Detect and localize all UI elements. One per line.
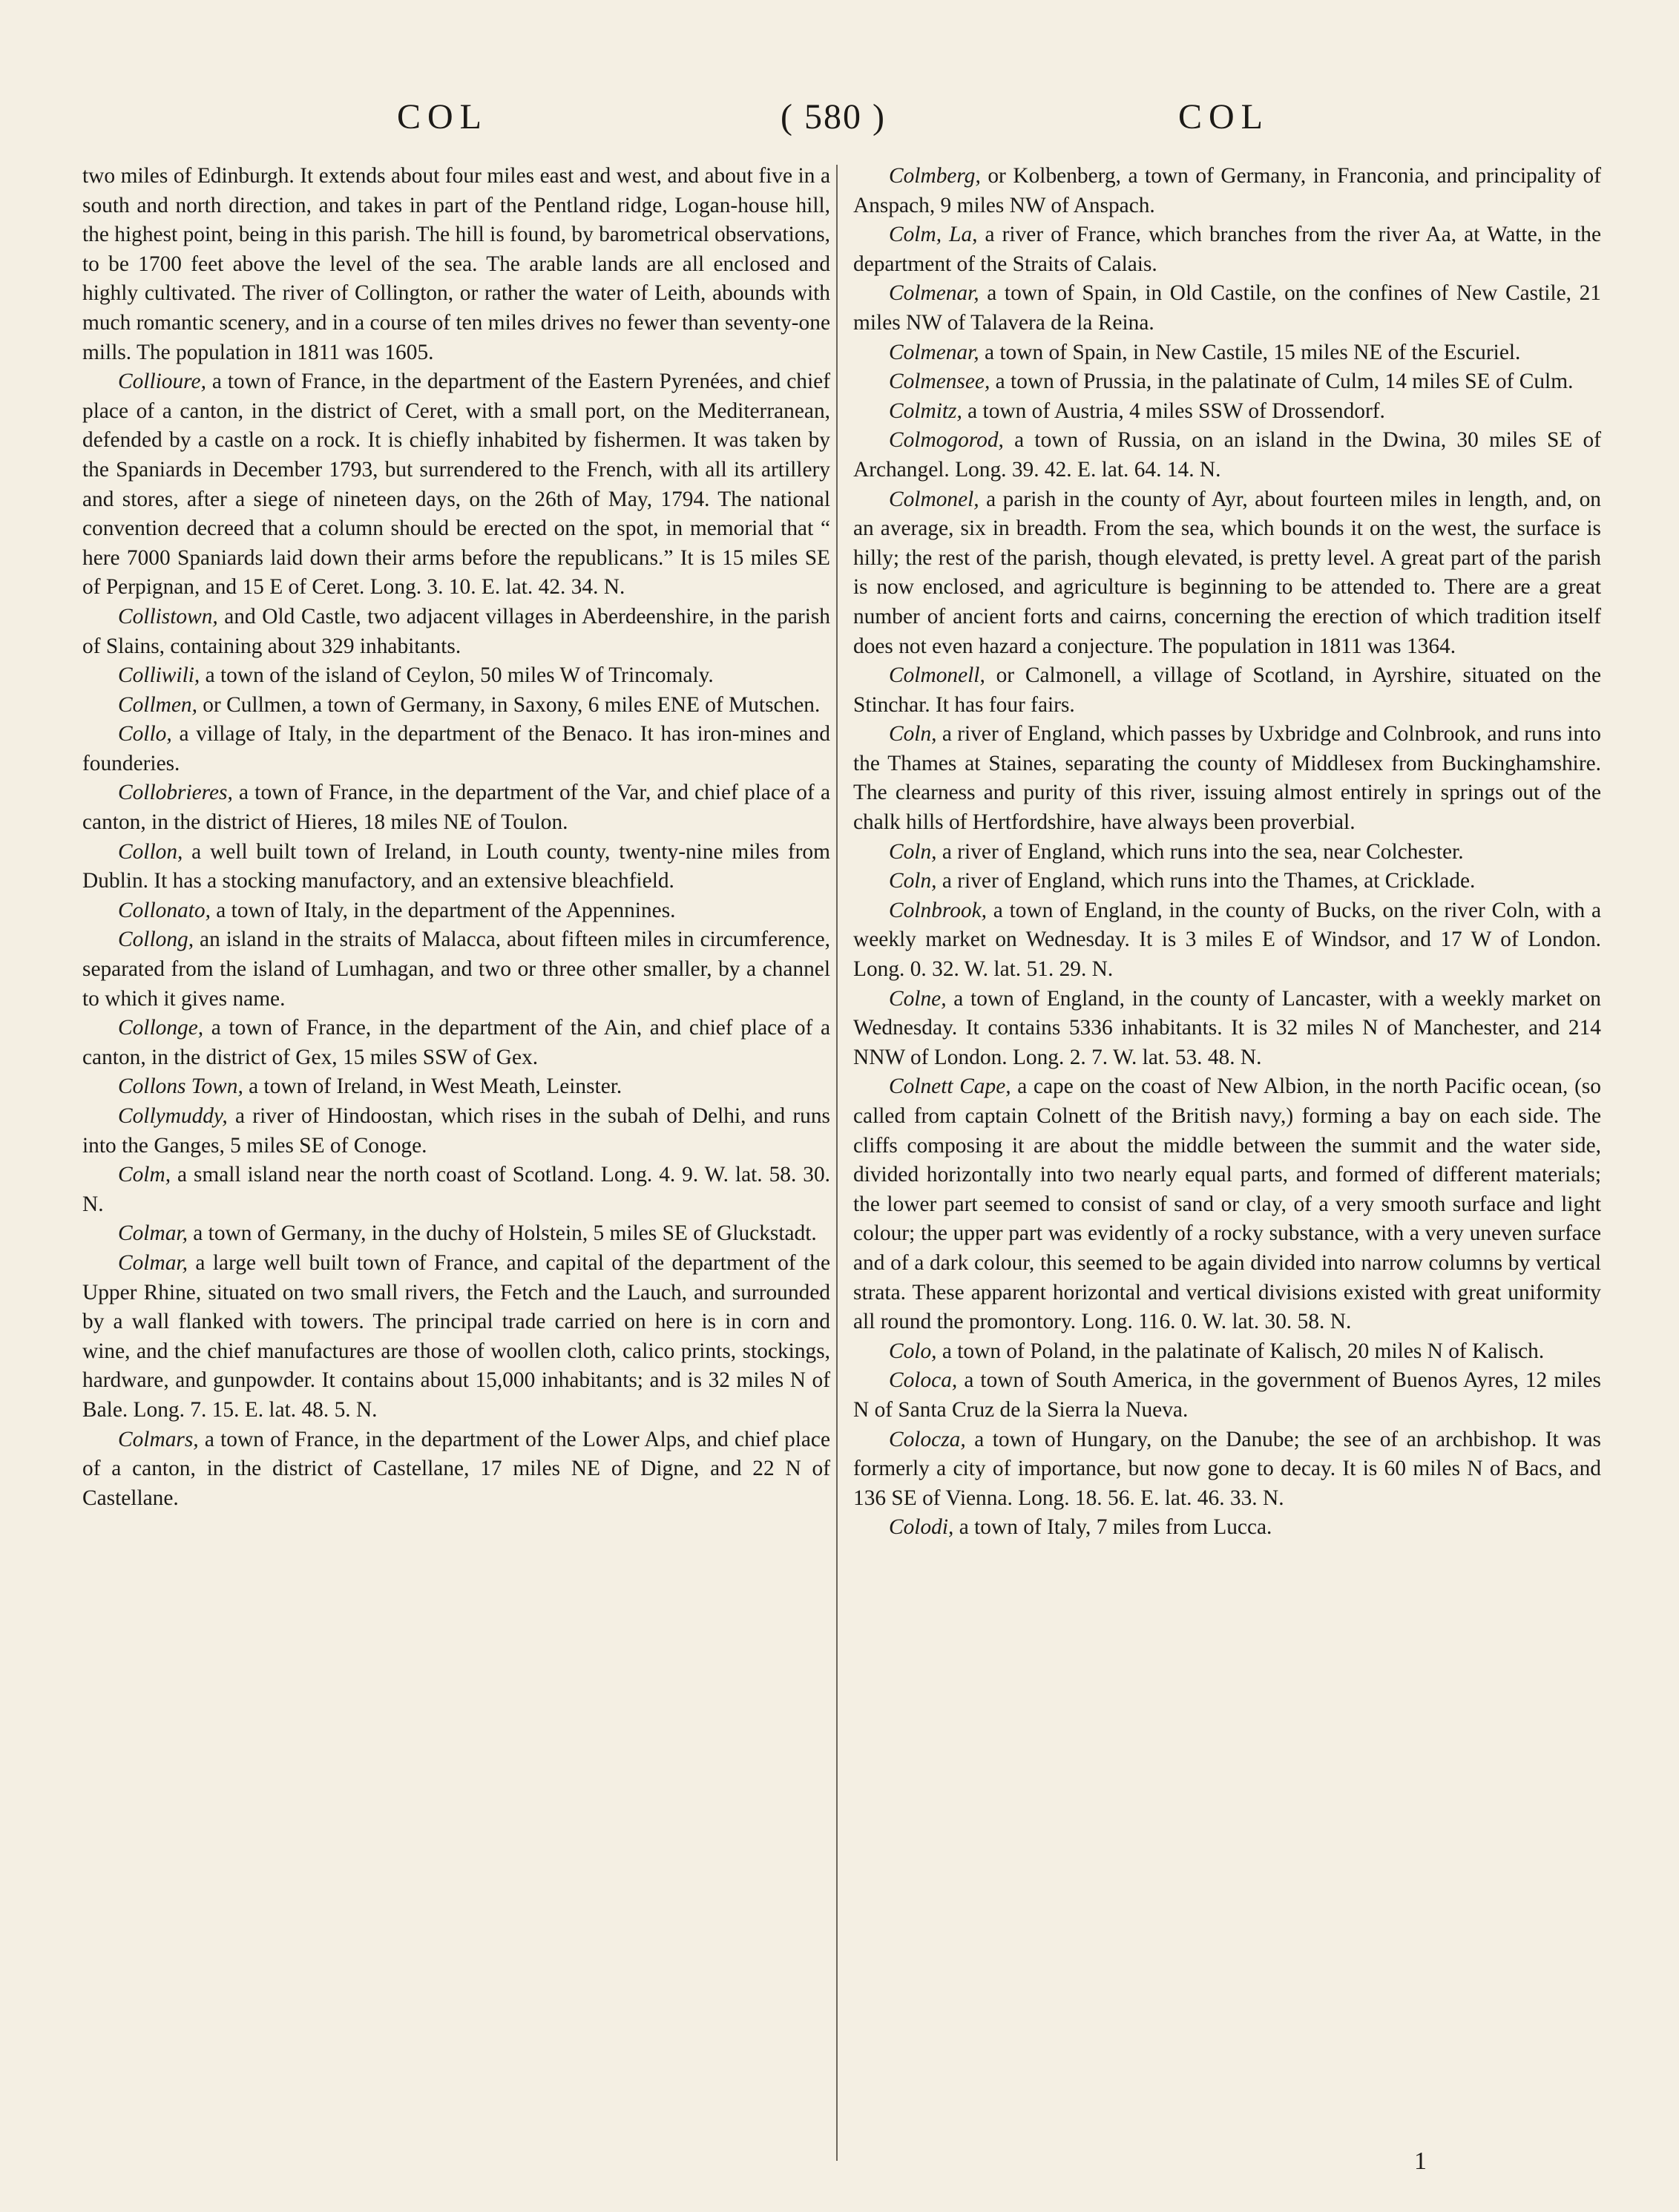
entry-text: or Kolbenberg, a town of Germany, in Franconia, and principality of Anspach, 9 miles NW of Anspach.	[853, 164, 1601, 217]
entry-headword: Collobrieres,	[118, 781, 233, 805]
entry-text: a town of Poland, in the palatinate of Kalisch, 20 miles N of Kalisch.	[936, 1339, 1545, 1363]
dictionary-entry	[853, 896, 1601, 985]
entry-headword: Colnett Cape,	[889, 1074, 1011, 1099]
entry-text: a cape on the coast of New Albion, in the north Pacific ocean, (so called from captain Colnett of the British navy,) forming a bay on each side. The cliffs composing it are about the middle between the summit and the water side, divided horizontally into two nearly equal parts, and formed of different materials; the lower part seemed to consist of sand or clay, of a very smooth surface and light colour; the upper part was evidently of a rocky substance, with a very uneven surface and of a dark colour, this seemed to be again divided into narrow columns by vertical strata. These apparent horizontal and vertical divisions existed with great uniformity all round the promontory. Long. 116. 0. W. lat. 30. 58. N.	[853, 1074, 1601, 1334]
entry-headword: Collo,	[118, 722, 172, 746]
dictionary-entry	[82, 1102, 830, 1161]
dictionary-entry	[853, 1337, 1601, 1367]
entry-headword: Colmitz,	[889, 398, 962, 423]
entry-headword: Colmonel,	[889, 487, 979, 511]
entry-text: two miles of Edinburgh. It extends about four miles east and west, and about five in a south and north direction, and takes in part of the Pentland ridge, Logan-house hill, the highest point, being in this parish. The hill is found, by barometrical observations, to be 1700 feet above the level of the sea. The arable lands are all enclosed and highly cultivated. The river of Collington, or rather the water of Leith, abounds with much romantic scenery, and in a course of ten miles drives no fewer than seventy-one mills. The population in 1811 was 1605.	[82, 164, 830, 364]
entry-headword: Colm, La,	[889, 223, 978, 247]
entry-headword: Colodi,	[889, 1515, 954, 1540]
entry-headword: Colmars,	[118, 1427, 199, 1451]
dictionary-entry	[82, 778, 830, 837]
dictionary-entry	[82, 1249, 830, 1425]
entry-text: a small island near the north coast of Scotland. Long. 4. 9. W. lat. 58. 30. N.	[82, 1163, 830, 1216]
dictionary-entry	[82, 838, 830, 896]
entry-text: a river of England, which runs into the sea, near Colchester.	[936, 839, 1464, 864]
entry-headword: Colm,	[118, 1163, 171, 1187]
entry-headword: Colmonell,	[889, 663, 985, 688]
dictionary-entry	[853, 867, 1601, 896]
entry-text: a town of England, in the county of Lancaster, with a weekly market on Wednesday. It contains 5336 inhabitants. It is 32 miles N of Manchester, and 214 NNW of London. Long. 2. 7. W. lat. 53. 48. N.	[853, 986, 1601, 1069]
entry-text: or Calmonell, a village of Scotland, in Ayrshire, situated on the Stinchar. It has four fairs.	[853, 663, 1601, 717]
entry-text: a town of Italy, in the department of the Appennines.	[210, 898, 676, 922]
dictionary-entry	[82, 1425, 830, 1514]
dictionary-entry	[853, 397, 1601, 427]
entry-headword: Colocza,	[889, 1427, 966, 1451]
signature-mark: 1	[1414, 2147, 1427, 2175]
entry-headword: Collymuddy,	[118, 1104, 228, 1128]
dictionary-entry	[853, 367, 1601, 397]
dictionary-entry	[853, 720, 1601, 837]
entry-text: a town of Spain, in Old Castile, on the confines of New Castile, 21 miles NW of Talavera de la Reina.	[853, 281, 1601, 335]
entry-headword: Colmberg,	[889, 164, 981, 188]
dictionary-entry	[853, 985, 1601, 1073]
dictionary-entry	[82, 661, 830, 691]
dictionary-entry	[82, 691, 830, 721]
dictionary-entry	[82, 162, 830, 367]
page-number: ( 580 )	[781, 97, 886, 137]
dictionary-entry	[82, 1072, 830, 1102]
entry-text: a well built town of Ireland, in Louth county, twenty-nine miles from Dublin. It has a stocking manufactory, and an extensive bleachfield.	[82, 839, 830, 893]
entry-headword: Collmen,	[118, 692, 197, 717]
dictionary-entry	[82, 603, 830, 661]
entry-text: a town of Hungary, on the Danube; the see of an archbishop. It was formerly a city of importance, but now gone to decay. It is 60 miles N of Bacs, and 136 SE of Vienna. Long. 18. 56. E. lat. 46. 33. N.	[853, 1427, 1601, 1510]
entry-headword: Collons Town,	[118, 1074, 243, 1099]
entry-headword: Coln,	[889, 839, 937, 864]
entry-headword: Colliwili,	[118, 663, 200, 688]
entry-headword: Collong,	[118, 928, 194, 952]
entry-headword: Collon,	[118, 839, 183, 864]
entry-text: a parish in the county of Ayr, about fourteen miles in length, and, on an average, six in breadth. From the sea, which bounds it on the west, the surface is hilly; the rest of the parish, though elevated, is pretty level. A great part of the parish is now enclosed, and agriculture is beginning to be attended to. There are a great number of ancient forts and cairns, concerning the erection of which tradition itself does not even hazard a conjecture. The population in 1811 was 1364.	[853, 487, 1601, 658]
running-head-left: COL	[397, 97, 488, 137]
entry-headword: Colmogorod,	[889, 428, 1004, 453]
entry-headword: Collonato,	[118, 898, 211, 922]
column-divider	[836, 165, 838, 2161]
dictionary-entry	[853, 338, 1601, 368]
dictionary-entry	[853, 1072, 1601, 1336]
dictionary-entry	[82, 1014, 830, 1072]
entry-text: a town of France, in the department of the Eastern Pyrenées, and chief place of a canton, in the district of Ceret, with a small port, on the Mediterranean, defended by a castle on a rock. It is chiefly inhabited by fishermen. It was taken by the Spaniards in December 1793, but surrendered to the French, with all its artillery and stores, after a siege of nineteen days, on the 26th of May, 1794. The national convention decreed that a column should be erected on the spot, in memorial that “ here 7000 Spaniards laid down their arms before the republicans.” It is 15 miles SE of Perpignan, and 15 E of Ceret. Long. 3. 10. E. lat. 42. 34. N.	[82, 370, 830, 600]
dictionary-entry	[82, 1161, 830, 1219]
entry-text: an island in the straits of Malacca, about fifteen miles in circumference, separated from the island of Lumhagan, and two or three other smaller, by a channel to which it gives name.	[82, 928, 830, 1011]
running-head-right: COL	[1178, 97, 1269, 137]
dictionary-entry	[82, 1219, 830, 1249]
dictionary-entry	[853, 838, 1601, 867]
entry-text: a town of Germany, in the duchy of Holstein, 5 miles SE of Gluckstadt.	[187, 1221, 817, 1246]
dictionary-entry	[82, 925, 830, 1014]
entry-text: a village of Italy, in the department of the Benaco. It has iron-mines and founderies.	[82, 722, 830, 775]
entry-headword: Colmensee,	[889, 370, 990, 394]
entry-text: or Cullmen, a town of Germany, in Saxony, 6 miles ENE of Mutschen.	[197, 692, 821, 717]
entry-text: a town of Spain, in New Castile, 15 miles NE of the Escuriel.	[979, 340, 1521, 364]
entry-text: a town of Austria, 4 miles SSW of Drossendorf.	[962, 398, 1385, 423]
entry-text: a town of Russia, on an island in the Dwina, 30 miles SE of Archangel. Long. 39. 42. E. lat. 64. 14. N.	[853, 428, 1601, 482]
left-column	[82, 162, 830, 1513]
dictionary-entry	[853, 426, 1601, 485]
entry-headword: Colmenar,	[889, 281, 979, 306]
entry-text: a river of England, which passes by Uxbridge and Colnbrook, and runs into the Thames at Staines, separating the county of Middlesex from Buckinghamshire. The clearness and purity of this river, issuing almost entirely in springs out of the chalk hills of Hertfordshire, have always been proverbial.	[853, 722, 1601, 835]
entry-headword: Collonge,	[118, 1016, 204, 1040]
entry-headword: Colmenar,	[889, 340, 979, 364]
dictionary-entry	[82, 896, 830, 926]
entry-text: a town of France, in the department of the Lower Alps, and chief place of a canton, in the district of Castellane, 17 miles NE of Digne, and 22 N of Castellane.	[82, 1427, 830, 1510]
entry-text: a town of France, in the department of the Var, and chief place of a canton, in the district of Hieres, 18 miles NE of Toulon.	[82, 781, 830, 835]
right-column	[853, 162, 1601, 1543]
entry-headword: Colmar,	[118, 1221, 188, 1246]
entry-text: a river of France, which branches from the river Aa, at Watte, in the department of the Straits of Calais.	[853, 223, 1601, 276]
dictionary-entry	[82, 720, 830, 778]
dictionary-entry	[853, 1425, 1601, 1514]
entry-headword: Colo,	[889, 1339, 937, 1363]
entry-text: a river of England, which runs into the Thames, at Cricklade.	[936, 869, 1476, 893]
dictionary-entry	[853, 661, 1601, 720]
dictionary-entry	[853, 485, 1601, 662]
dictionary-entry	[853, 220, 1601, 279]
entry-headword: Colnbrook,	[889, 898, 987, 922]
entry-text: a town of South America, in the government of Buenos Ayres, 12 miles N of Santa Cruz de la Sierra la Nueva.	[853, 1368, 1601, 1422]
entry-headword: Collioure,	[118, 370, 206, 394]
entry-headword: Coloca,	[889, 1368, 958, 1393]
entry-text: and Old Castle, two adjacent villages in Aberdeenshire, in the parish of Slains, containing about 329 inhabitants.	[82, 604, 830, 658]
entry-text: a town of France, in the department of the Ain, and chief place of a canton, in the district of Gex, 15 miles SSW of Gex.	[82, 1016, 830, 1069]
dictionary-entry	[853, 162, 1601, 220]
entry-text: a town of Ireland, in West Meath, Leinster.	[243, 1074, 622, 1099]
entry-headword: Colne,	[889, 986, 947, 1011]
entry-text: a town of Italy, 7 miles from Lucca.	[953, 1515, 1272, 1540]
entry-headword: Coln,	[889, 869, 937, 893]
dictionary-entry	[853, 279, 1601, 338]
entry-headword: Coln,	[889, 722, 937, 746]
dictionary-entry	[853, 1366, 1601, 1425]
entry-headword: Collistown,	[118, 604, 218, 629]
entry-text: a river of Hindoostan, which rises in the subah of Delhi, and runs into the Ganges, 5 miles SE of Conoge.	[82, 1104, 830, 1158]
dictionary-entry	[853, 1513, 1601, 1543]
entry-text: a town of Prussia, in the palatinate of Culm, 14 miles SE of Culm.	[990, 370, 1574, 394]
entry-text: a large well built town of France, and capital of the department of the Upper Rhine, situated on two small rivers, the Fetch and the Lauch, and surrounded by a wall flanked with towers. The principal trade carried on here is in corn and wine, and the chief manufactures are those of woollen cloth, calico prints, stockings, hardware, and gunpowder. It contains about 15,000 inhabitants; and is 32 miles N of Bale. Long. 7. 15. E. lat. 48. 5. N.	[82, 1250, 830, 1422]
dictionary-entry	[82, 367, 830, 603]
entry-headword: Colmar,	[118, 1250, 188, 1275]
entry-text: a town of the island of Ceylon, 50 miles W of Trincomaly.	[200, 663, 714, 688]
entry-text: a town of England, in the county of Bucks, on the river Coln, with a weekly market on Wednesday. It is 3 miles E of Windsor, and 17 W of London. Long. 0. 32. W. lat. 51. 29. N.	[853, 898, 1601, 982]
